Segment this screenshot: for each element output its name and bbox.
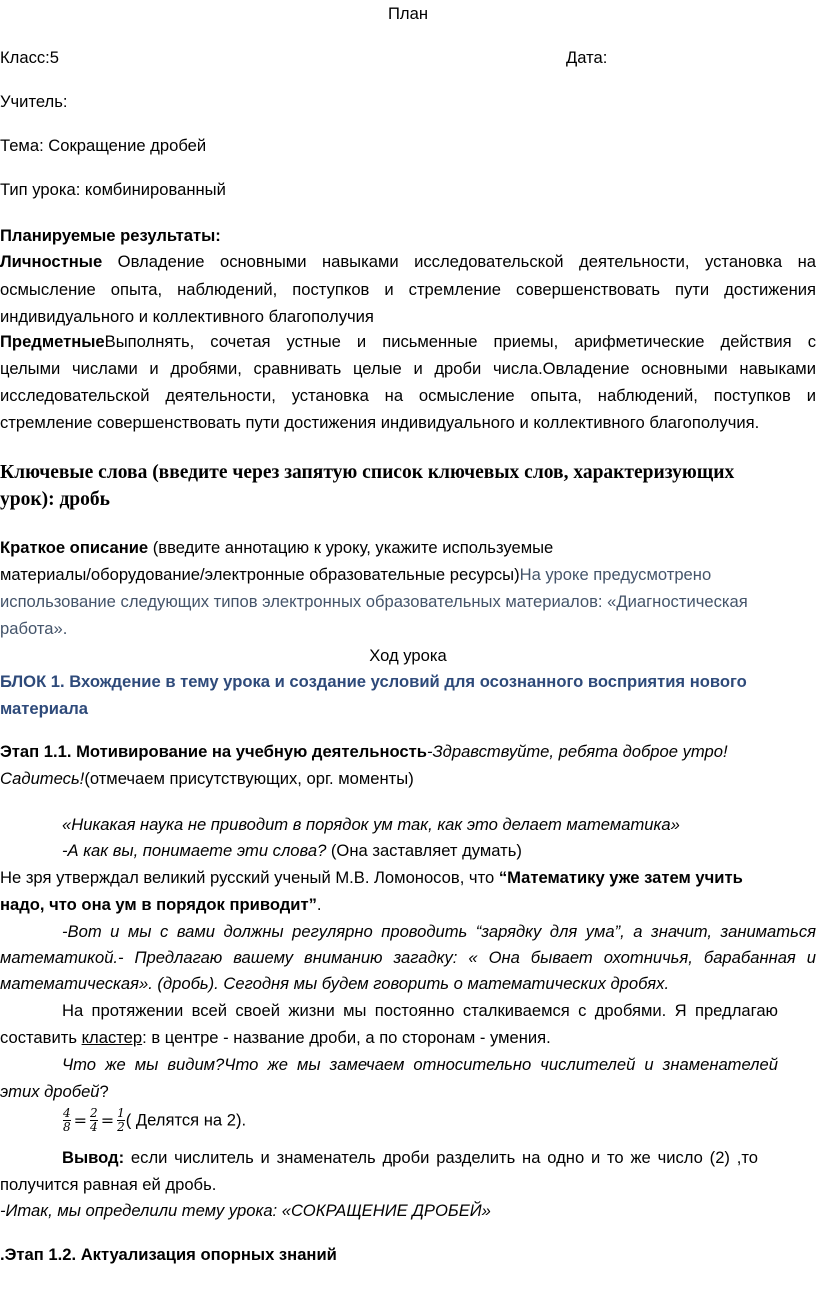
fraction-numerator: 1 bbox=[117, 1106, 125, 1121]
personal-line-1 bbox=[0, 252, 816, 272]
lomonosov-quote-2: надо, что она ум в порядок приводит” bbox=[0, 895, 317, 914]
see-line-2 bbox=[0, 1082, 109, 1102]
question-text: -А как вы, понимаете эти слова? bbox=[62, 841, 327, 860]
lomonosov-pre: Не зря утверждал великий русский ученый М.В. Ломоносов, что bbox=[0, 868, 499, 887]
conclusion-label: Вывод: bbox=[62, 1148, 125, 1167]
stage-1-1-line-2 bbox=[0, 769, 414, 789]
cluster-line-1: На протяжении всей своей жизни мы постоянно сталкиваемся с дробями. Я предлагаю bbox=[62, 1001, 778, 1020]
stage-1-1-label: Этап 1.1. Мотивирование на учебную деятельность bbox=[0, 742, 427, 761]
fraction-equation bbox=[62, 1106, 246, 1135]
stage-1-1-note: (отмечаем присутствующих, орг. моменты) bbox=[84, 769, 414, 788]
keywords-line-2: урок): дробь bbox=[0, 489, 110, 510]
summary-line-2 bbox=[0, 565, 711, 585]
lesson-type: Тип урока: комбинированный bbox=[0, 180, 226, 199]
block-1-line-1: БЛОК 1. Вхождение в тему урока и создание условий для осознанного восприятия нового bbox=[0, 672, 747, 691]
summary-line-1 bbox=[0, 538, 553, 558]
see-qmark: ? bbox=[99, 1082, 109, 1101]
page-title: План bbox=[387, 4, 428, 23]
fraction-denominator: 8 bbox=[63, 1120, 71, 1135]
subject-line-2: целыми числами и дробями, сравнивать целые и дроби числа.Овладение основными навыками bbox=[0, 359, 816, 378]
date-label: Дата: bbox=[566, 48, 608, 67]
personal-label: Личностные bbox=[0, 252, 103, 271]
personal-line-2: осмысление опыта, наблюдений, поступков и стремление совершенствовать пути достижения bbox=[0, 280, 816, 299]
subject-line-3: исследовательской деятельности, установка на осмысление опыта, наблюдений, поступков и bbox=[0, 386, 816, 405]
personal-line-3: индивидуального и коллективного благополучия bbox=[0, 307, 374, 326]
block-1-line-2: материала bbox=[0, 699, 88, 718]
summary-line-3: использование следующих типов электронных образовательных материалов: «Диагностическая bbox=[0, 592, 748, 611]
riddle-line-2: математикой.- Предлагаю вашему вниманию загадку: « Она бывает охотничья, барабанная и bbox=[0, 948, 816, 967]
fraction-denominator: 4 bbox=[90, 1120, 98, 1135]
summary-text-1: (введите аннотацию к уроку, укажите используемые bbox=[148, 538, 554, 557]
stage-1-2-heading: .Этап 1.2. Актуализация опорных знаний bbox=[0, 1245, 337, 1264]
subject-text-1: Выполнять, сочетая устные и письменные приемы, арифметические действия с bbox=[104, 332, 816, 351]
equals-sign: = bbox=[100, 1110, 115, 1130]
lomonosov-quote-1: “Математику уже затем учить bbox=[498, 868, 743, 887]
personal-text-1: Овладение основными навыками исследовательской деятельности, установка на bbox=[102, 252, 816, 271]
fraction-numerator: 2 bbox=[90, 1106, 98, 1121]
keywords-line-1: Ключевые слова (введите через запятую список ключевых слов, характеризующих bbox=[0, 462, 735, 483]
see-line-1: Что же мы видим?Что же мы замечаем относительно числителей и знаменателей bbox=[62, 1055, 778, 1074]
class-label: Класс:5 bbox=[0, 48, 60, 67]
subject-line-1 bbox=[0, 332, 816, 352]
lomonosov-line-1 bbox=[0, 868, 743, 888]
topic-conclusion-line: -Итак, мы определили тему урока: «СОКРАЩЕНИЕ ДРОБЕЙ» bbox=[0, 1201, 491, 1220]
summary-line-4: работа». bbox=[0, 619, 68, 638]
subject-label: Предметные bbox=[0, 332, 105, 351]
topic-line: Тема: Сокращение дробей bbox=[0, 136, 207, 155]
conclusion-line-2: получится равная ей дробь. bbox=[0, 1175, 217, 1194]
equals-sign: = bbox=[73, 1110, 88, 1130]
conclusion-text-1: если числитель и знаменатель дроби разделить на одно и то же число (2) ,то bbox=[124, 1148, 758, 1167]
fraction-2-4 bbox=[90, 1107, 98, 1134]
results-heading: Планируемые результаты: bbox=[0, 226, 221, 245]
conclusion-line-1 bbox=[62, 1148, 758, 1168]
cluster-rest: : в центре - название дроби, а по сторонам - умения. bbox=[142, 1028, 551, 1047]
riddle-line-3: математическая». (дробь). Сегодня мы будем говорить о математических дробях. bbox=[0, 974, 670, 993]
fraction-denominator: 2 bbox=[117, 1120, 125, 1135]
summary-blue-2: На уроке предусмотрено bbox=[519, 565, 712, 584]
lesson-heading: Ход урока bbox=[369, 646, 447, 665]
question-line bbox=[62, 841, 522, 861]
cluster-line-2 bbox=[0, 1028, 551, 1048]
stage-1-1-line-1 bbox=[0, 742, 728, 762]
summary-label: Краткое описание bbox=[0, 538, 149, 557]
cluster-word: кластер bbox=[81, 1028, 143, 1047]
fraction-numerator: 4 bbox=[63, 1106, 71, 1121]
subject-line-4: стремление совершенствовать пути достижения индивидуального и коллективного благополучия. bbox=[0, 413, 760, 432]
teacher-label: Учитель: bbox=[0, 92, 68, 111]
riddle-line-1: -Вот и мы с вами должны регулярно проводить “зарядку для ума”, а значит, заниматься bbox=[62, 922, 816, 941]
lomonosov-end: . bbox=[316, 895, 322, 914]
quote-line: «Никакая наука не приводит в порядок ум так, как это делает математика» bbox=[62, 815, 680, 834]
lomonosov-line-2 bbox=[0, 895, 322, 915]
stage-1-1-greeting: -Здравствуйте, ребята доброе утро! bbox=[426, 742, 728, 761]
fraction-1-2 bbox=[117, 1107, 125, 1134]
fraction-4-8 bbox=[63, 1107, 71, 1134]
stage-1-1-sit: Садитесь! bbox=[0, 769, 85, 788]
summary-text-2: материалы/оборудование/электронные образовательные ресурсы) bbox=[0, 565, 520, 584]
see-text-2: этих дробей bbox=[0, 1082, 100, 1101]
question-answer: (Она заставляет думать) bbox=[326, 841, 522, 860]
fraction-note: ( Делятся на 2). bbox=[125, 1110, 247, 1130]
cluster-pre: составить bbox=[0, 1028, 82, 1047]
